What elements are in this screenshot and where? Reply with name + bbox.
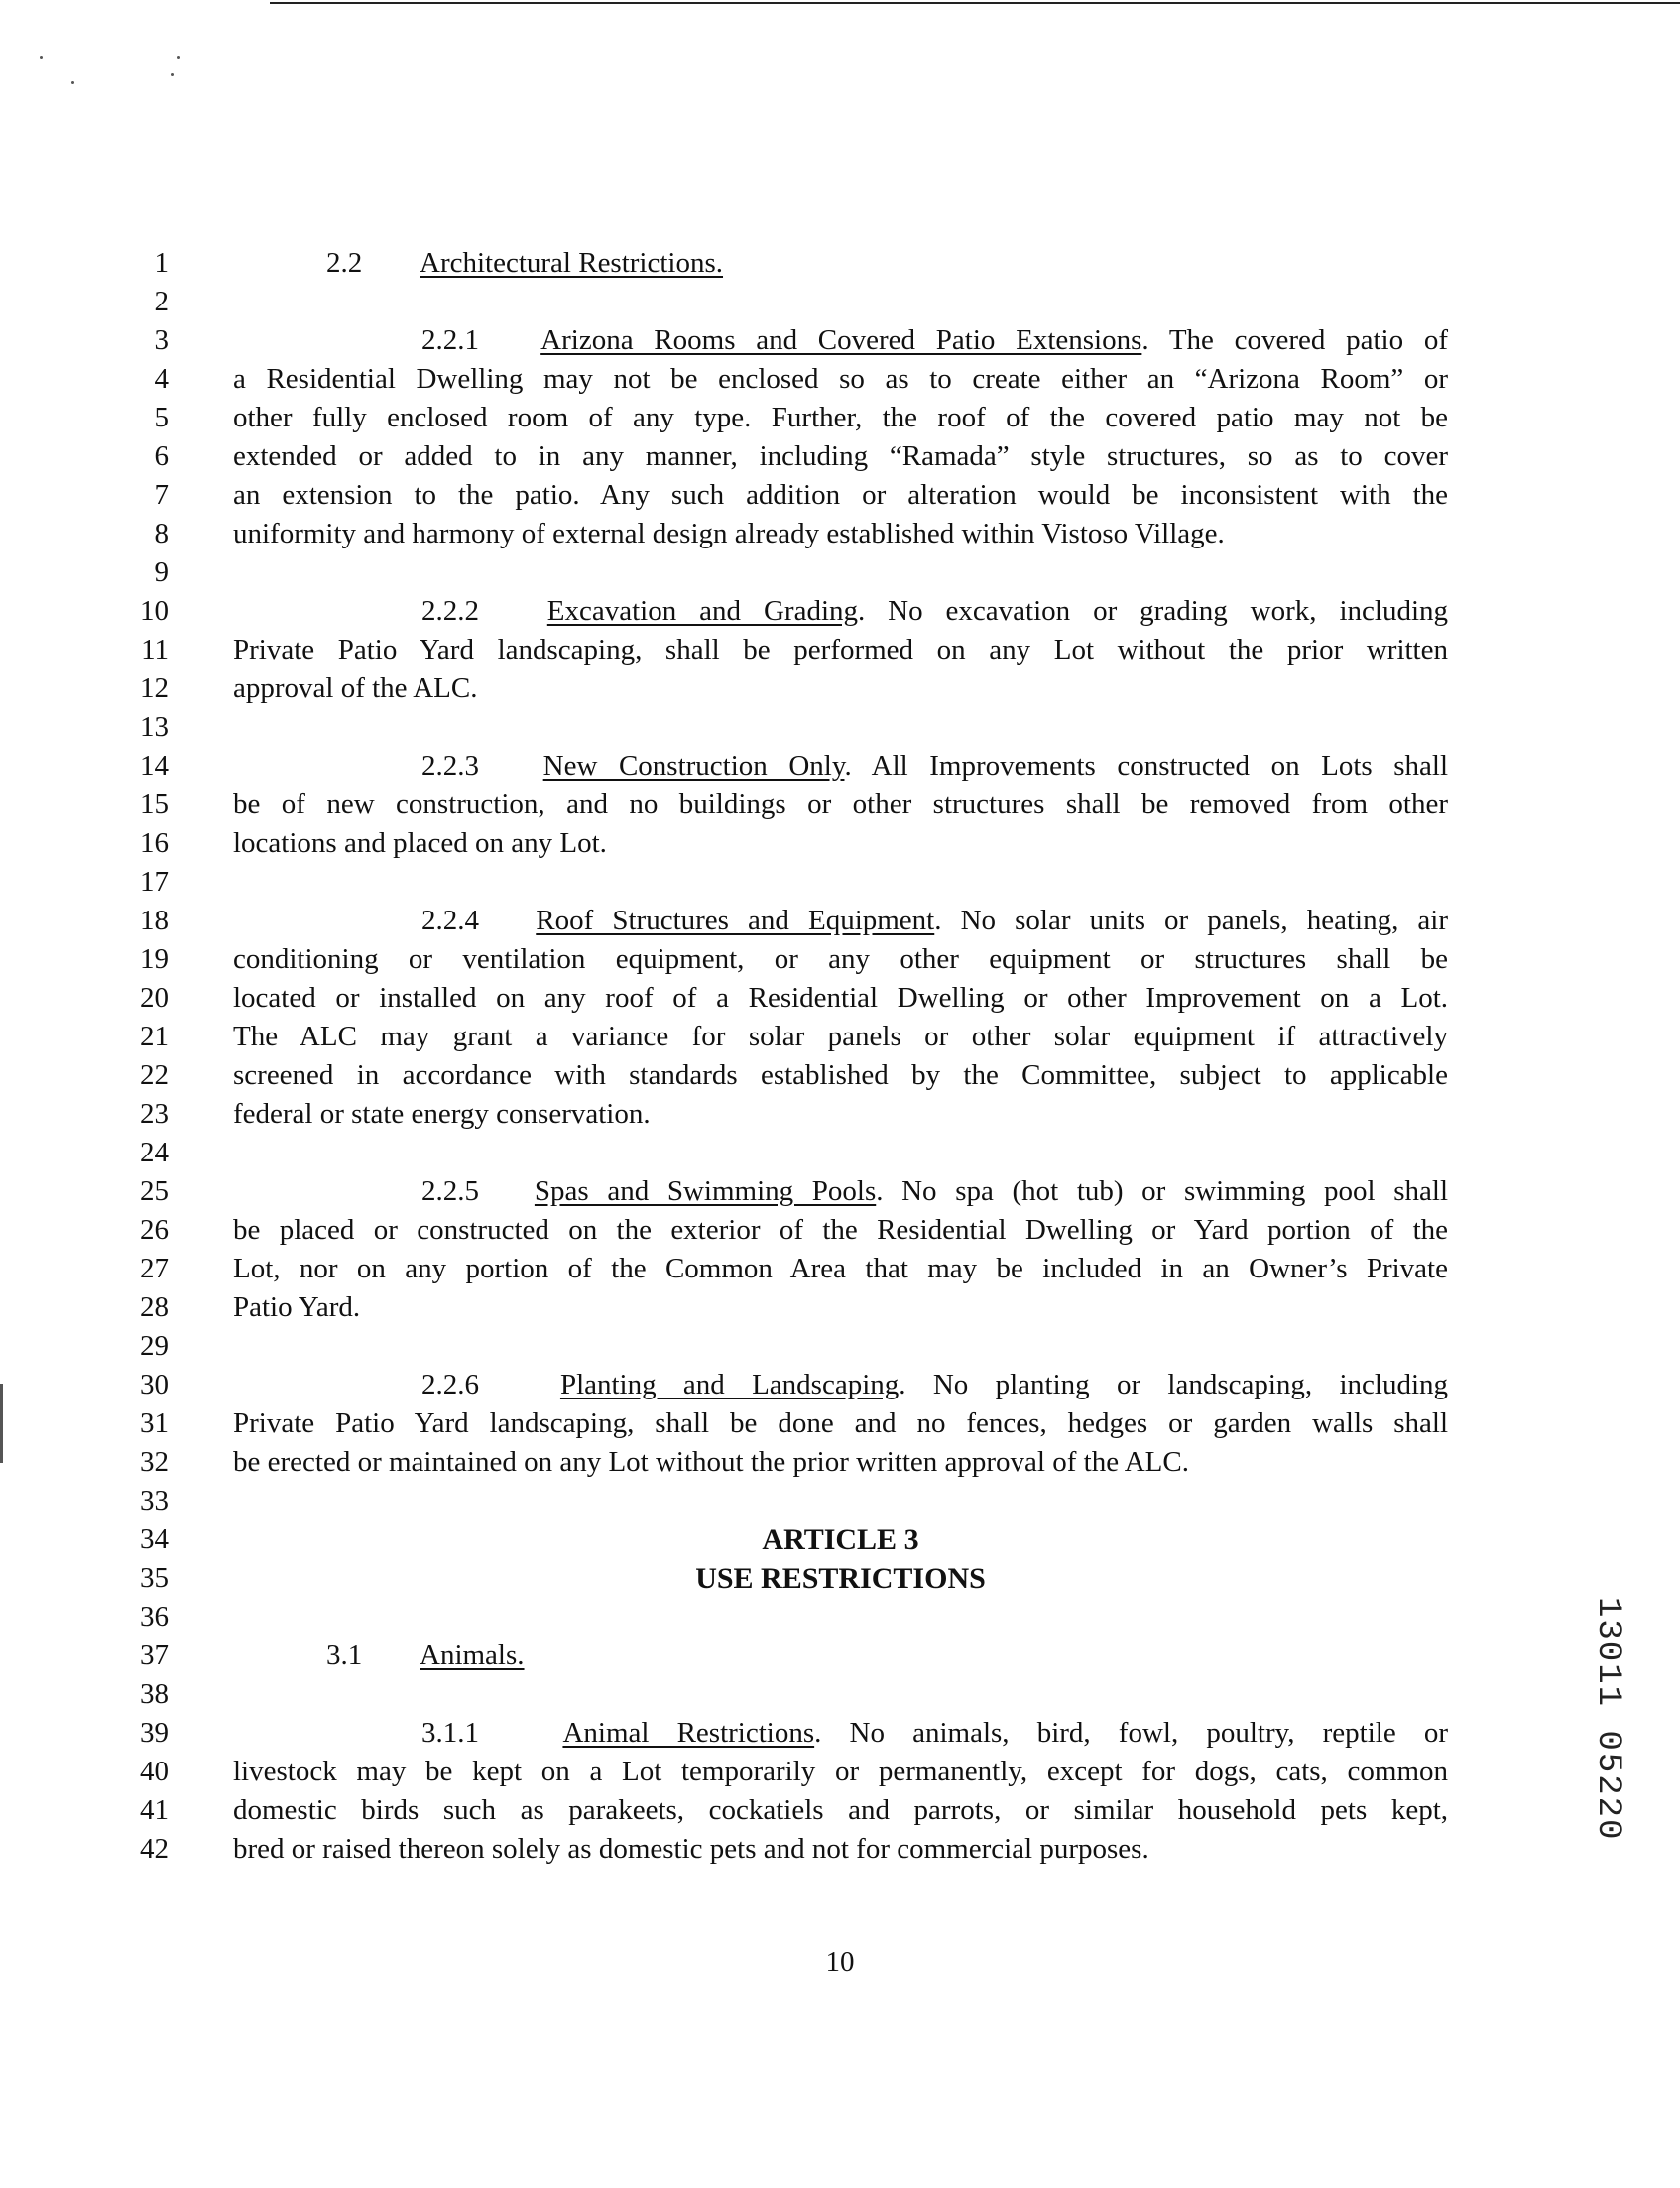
paragraph-line: federal or state energy conservation. bbox=[233, 1098, 651, 1130]
paragraph-line: conditioning or ventilation equipment, or any other equipment or structures shall be bbox=[233, 943, 1448, 975]
paragraph-line: domestic birds such as parakeets, cockatiels and parrots, or similar household pets kept, bbox=[233, 1794, 1448, 1826]
paragraph-text: . No planting or landscaping, including bbox=[899, 1369, 1449, 1400]
subsection-title: Planting and Landscaping bbox=[559, 1369, 900, 1400]
line-number: 30 bbox=[140, 1369, 169, 1400]
line-number: 12 bbox=[140, 672, 169, 704]
line-number: 18 bbox=[140, 905, 169, 936]
paragraph-text: . No animals, bird, fowl, poultry, reptile or bbox=[814, 1717, 1449, 1749]
subsection-number: 2.2.4 bbox=[421, 905, 479, 936]
section-number: 2.2 bbox=[326, 247, 363, 279]
line-number: 24 bbox=[140, 1137, 169, 1168]
line-number: 32 bbox=[140, 1446, 169, 1478]
line-number: 42 bbox=[140, 1833, 169, 1865]
paragraph-line: Lot, nor on any portion of the Common Area that may be included in an Owner’s Private bbox=[233, 1253, 1448, 1284]
article-heading: ARTICLE 3 bbox=[762, 1523, 919, 1556]
subsection-number: 2.2.5 bbox=[421, 1175, 479, 1207]
paragraph-line bbox=[233, 1714, 1448, 1753]
paragraph-line: be of new construction, and no buildings or other structures shall be removed from other bbox=[233, 789, 1448, 820]
line-number: 40 bbox=[140, 1756, 169, 1787]
line-number: 29 bbox=[140, 1330, 169, 1362]
line-number: 11 bbox=[141, 634, 169, 666]
line-number: 36 bbox=[140, 1601, 169, 1633]
paragraph-line: be placed or constructed on the exterior of the Residential Dwelling or Yard portion of the bbox=[233, 1214, 1448, 1246]
scan-top-rule bbox=[270, 2, 1680, 4]
paragraph-line: other fully enclosed room of any type. Further, the roof of the covered patio may not be bbox=[233, 402, 1448, 433]
section-title: Architectural Restrictions. bbox=[420, 247, 724, 279]
paragraph-line bbox=[233, 902, 1448, 940]
paragraph-line: The ALC may grant a variance for solar panels or other solar equipment if attractively bbox=[233, 1021, 1448, 1052]
subsection-title: Animal Restrictions bbox=[562, 1717, 815, 1749]
line-number: 35 bbox=[140, 1562, 169, 1594]
line-number: 14 bbox=[140, 750, 169, 782]
paragraph-line: a Residential Dwelling may not be enclosed so as to create either an “Arizona Room” or bbox=[233, 363, 1448, 395]
line-number: 38 bbox=[140, 1678, 169, 1710]
line-number: 39 bbox=[140, 1717, 169, 1749]
line-number: 41 bbox=[140, 1794, 169, 1826]
line-number: 28 bbox=[140, 1291, 169, 1323]
paragraph-line: Patio Yard. bbox=[233, 1291, 361, 1323]
subsection-number: 2.2.6 bbox=[421, 1369, 479, 1400]
line-number: 25 bbox=[140, 1175, 169, 1207]
paragraph-line: an extension to the patio. Any such addition or alteration would be inconsistent with the bbox=[233, 479, 1448, 511]
paragraph-line: locations and placed on any Lot. bbox=[233, 827, 607, 859]
subsection-number: 2.2.2 bbox=[421, 595, 479, 627]
subsection-number: 2.2.3 bbox=[421, 750, 479, 782]
scan-edge-mark bbox=[0, 1384, 3, 1463]
paragraph-text: . No solar units or panels, heating, air bbox=[934, 905, 1449, 936]
line-number: 23 bbox=[140, 1098, 169, 1130]
paragraph-line: uniformity and harmony of external design already established within Vistoso Village. bbox=[233, 518, 1225, 549]
subsection-number: 3.1.1 bbox=[421, 1717, 479, 1749]
subsection-title: Roof Structures and Equipment bbox=[536, 905, 935, 936]
line-number: 6 bbox=[154, 440, 169, 472]
paragraph-line: extended or added to in any manner, including “Ramada” style structures, so as to cover bbox=[233, 440, 1448, 472]
line-number: 22 bbox=[140, 1059, 169, 1091]
line-number: 33 bbox=[140, 1485, 169, 1517]
page-number: 10 bbox=[825, 1946, 855, 1978]
subsection-title: Arizona Rooms and Covered Patio Extensions bbox=[540, 324, 1142, 356]
paragraph-line: Private Patio Yard landscaping, shall be done and no fences, hedges or garden walls shall bbox=[233, 1407, 1448, 1439]
line-number: 1 bbox=[154, 247, 169, 279]
paragraph-line bbox=[233, 321, 1448, 360]
paragraph-line: screened in accordance with standards established by the Committee, subject to applicable bbox=[233, 1059, 1448, 1091]
article-title: USE RESTRICTIONS bbox=[695, 1562, 986, 1595]
paragraph-line bbox=[233, 1172, 1448, 1211]
paragraph-line: bred or raised thereon solely as domestic pets and not for commercial purposes. bbox=[233, 1833, 1149, 1865]
line-number: 4 bbox=[154, 363, 169, 395]
line-number: 3 bbox=[154, 324, 169, 356]
scan-speck bbox=[40, 56, 43, 59]
subsection-title: Spas and Swimming Pools bbox=[534, 1175, 877, 1207]
subsection-title: New Construction Only bbox=[542, 750, 845, 782]
paragraph-text: . No excavation or grading work, including bbox=[858, 595, 1449, 627]
paragraph-line: be erected or maintained on any Lot without the prior written approval of the ALC. bbox=[233, 1446, 1189, 1478]
line-number: 20 bbox=[140, 982, 169, 1014]
line-number: 27 bbox=[140, 1253, 169, 1284]
section-number: 3.1 bbox=[326, 1640, 363, 1671]
line-number: 9 bbox=[154, 556, 169, 588]
line-number: 34 bbox=[140, 1523, 169, 1555]
section-title: Animals. bbox=[420, 1640, 525, 1671]
line-number: 10 bbox=[140, 595, 169, 627]
recording-stamp: 13011 05220 bbox=[1589, 1597, 1626, 1842]
line-number: 15 bbox=[140, 789, 169, 820]
line-number: 17 bbox=[140, 866, 169, 898]
line-number: 2 bbox=[154, 286, 169, 317]
line-number: 26 bbox=[140, 1214, 169, 1246]
paragraph-text: . No spa (hot tub) or swimming pool shall bbox=[876, 1175, 1449, 1207]
line-number: 37 bbox=[140, 1640, 169, 1671]
paragraph-text: . The covered patio of bbox=[1141, 324, 1448, 356]
paragraph-text: . All Improvements constructed on Lots shall bbox=[844, 750, 1448, 782]
paragraph-line bbox=[233, 1366, 1448, 1404]
paragraph-line bbox=[233, 592, 1448, 631]
line-number: 19 bbox=[140, 943, 169, 975]
paragraph-line: livestock may be kept on a Lot temporarily or permanently, except for dogs, cats, common bbox=[233, 1756, 1448, 1787]
line-number: 21 bbox=[140, 1021, 169, 1052]
line-number: 5 bbox=[154, 402, 169, 433]
line-number: 7 bbox=[154, 479, 169, 511]
line-number: 8 bbox=[154, 518, 169, 549]
paragraph-line: approval of the ALC. bbox=[233, 672, 478, 704]
subsection-number: 2.2.1 bbox=[421, 324, 479, 356]
line-number: 16 bbox=[140, 827, 169, 859]
scan-speck bbox=[177, 56, 180, 59]
paragraph-line: Private Patio Yard landscaping, shall be performed on any Lot without the prior written bbox=[233, 634, 1448, 666]
paragraph-line: located or installed on any roof of a Residential Dwelling or other Improvement on a Lot. bbox=[233, 982, 1448, 1014]
scan-speck bbox=[171, 73, 174, 76]
paragraph-line bbox=[233, 747, 1448, 786]
line-number: 13 bbox=[140, 711, 169, 743]
scan-speck bbox=[71, 81, 74, 84]
line-number: 31 bbox=[140, 1407, 169, 1439]
subsection-title: Excavation and Grading bbox=[546, 595, 858, 627]
